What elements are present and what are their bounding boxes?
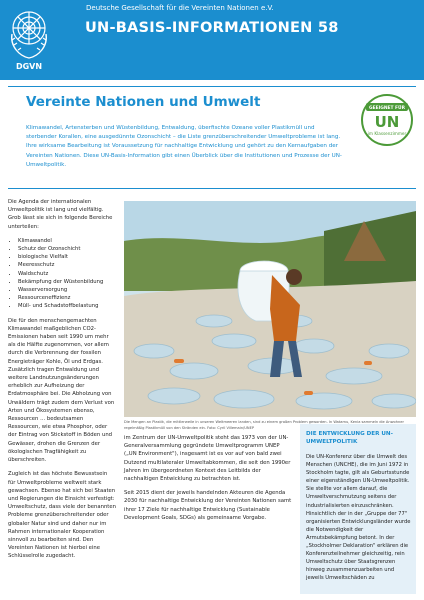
intro-divider bbox=[8, 188, 416, 189]
column-left bbox=[8, 198, 116, 567]
topic-item: • Wasserversorgung bbox=[18, 286, 116, 294]
badge-top-text: GEEIGNET FÜR bbox=[369, 106, 405, 111]
column-middle bbox=[124, 434, 292, 528]
intro-text: Klimawandel, Artensterben und Wüstenbildung, Entwaldung, überfischte Ozeane voller Plastikmüll und sterbender Korallen, eine ausgedünnte Ozonschicht – die Liste grenzüberschreitender Umweltprobleme ist lang. Ihre wirksame Bearbeitung ist Voraussetzung für nachhaltige Entwicklung und gehört zu den Kernaufgaben der Vereinten Nationen. Diese UN-Basis-Information gibt einen Überblick über die Institutionen und Prozesse der UN-Umweltpolitik. bbox=[26, 125, 342, 168]
column-left-paragraph-3: Zugleich ist das höchste Bewusstsein für Umweltprobleme weltweit stark gewachsen. Ebenso hat sich bei Staaten und Regierungen die Einsicht verfestigt: Umweltschutz, dass viele der benannten Probleme grenzüberschreitender oder globaler Natur sind und daher nur im Rahmen internationaler Kooperation sinnvoll zu bearbeiten sind. Den Vereinten Nationen ist hierbei eine Schlüsselrolle zugedacht. bbox=[8, 471, 116, 560]
infobox-title: DIE ENTWICKLUNG DER UN-UMWELTPOLITIK bbox=[306, 431, 393, 445]
infobox-text: Die UN-Konferenz über die Umwelt des Menschen (UNCHE), die im Juni 1972 in Stockholm tagte, gilt als Geburtsstunde einer eigenständigen UN-Umweltpolitik. Sie stellte vor allem darauf, die Umweltverschmutzung seitens der industrialisierten einzuschränken. Hinsichtlich der in der „Gruppe der 77" organisierten Entwicklungsländer wurde die Notwendigkeit der Armutsbekämpfung betont. In der „Stockholmer Deklaration" erklären die Konferenzteilnehmer gleichzeitig, rein Umweltschutz über Staatsgrenzen hinweg zusammenzuarbeiten und jeweils Umweltschäden zu bbox=[306, 454, 411, 582]
topic-item: • Müll- und Schadstoffbelastung bbox=[18, 302, 116, 310]
header-divider bbox=[8, 86, 416, 87]
topic-item: • Bekämpfung der Wüstenbildung bbox=[18, 278, 116, 286]
topic-item: • Meeresschutz bbox=[18, 261, 116, 269]
column-left-paragraph-1: Die Agenda der internationalen Umweltpolitik ist lang und vielfältig. Grob lässt sie sich in folgende Bereiche unterteilen: bbox=[8, 199, 113, 230]
logo-text: DGVN bbox=[15, 62, 43, 71]
beach-plastic-photo bbox=[124, 201, 416, 417]
dgvn-logo-icon bbox=[7, 6, 51, 72]
topic-item: • Ressourceneffizienz bbox=[18, 294, 116, 302]
development-infobox bbox=[300, 424, 416, 594]
column-middle-paragraph-2: Seit 2015 dient der jeweils handelnden Akteuren die Agenda 2030 für nachhaltige Entwicklung der Vereinten Nationen samt ihrer 17 Ziele für nachhaltige Entwicklung (Sustainable Development Goals, SDGs) als gemeinsame Vorgabe. bbox=[124, 490, 292, 521]
topic-item: • Klimawandel bbox=[18, 237, 116, 245]
topic-item: • Schutz der Ozonschicht bbox=[18, 245, 116, 253]
topic-item: • Waldschutz bbox=[18, 270, 116, 278]
column-middle-paragraph-1: im Zentrum der UN-Umweltpolitik steht das 1973 von der UN-Generalversammlung gegründete Umweltprogramm UNEP („UN Environment"), insgesamt ist es vor auf von bald zwei Dutzend multilateraler Umweltabkommen, die seit den 1990er Jahren im übergeordneten Kontext des Leitbilds der nachhaltigen Entwicklung zu betrachten ist. bbox=[124, 435, 291, 483]
article-intro bbox=[26, 124, 346, 170]
topic-item: • biologische Vielfalt bbox=[18, 253, 116, 261]
article-title: Vereinte Nationen und Umwelt bbox=[26, 94, 261, 110]
photo-caption: Die Mengen an Plastik, die mittlerweile in unseren Weltmeeren landen, sind zu einem großen Problem geworden. In Watamu, Kenia sammeln die Anwohner regelmäßig Plastikmüll von den Stränden ein. Foto: Cyril Villemain/UNEP bbox=[124, 420, 404, 430]
series-title: UN-BASIS-INFORMATIONEN 58 bbox=[85, 19, 339, 36]
badge-main-text: UN bbox=[374, 113, 400, 131]
organization-name: Deutsche Gesellschaft für die Vereinten Nationen e.V. bbox=[86, 4, 274, 12]
topic-list bbox=[8, 237, 116, 311]
header-banner bbox=[0, 0, 424, 80]
un-im-klassenzimmer-badge-icon bbox=[360, 93, 414, 147]
column-left-paragraph-2: Die für den menschengemachten Klimawandel maßgeblichen CO2-Emissionen haben seit 1990 um mehr als die Hälfte zugenommen, vor allem durch die Verbrennung der fossilen Energieträger Kohle, Öl und Erdgas. Zusätzlich tragen Entwaldung und weitere Landnutzungsänderungen erheblich zur Aufheizung der Erdatmosphäre bei. Die Abholzung von Urwäldern trägt zudem dem Verlust von Arten und Ökosystemen ebenso, Ressourcen ... bedeutsamen Ressourcen, wie etwa Phosphor, oder der Eintrag von Stickstoff in Böden und Gewässer, drohen die Grenzen der ökologischen Tragfähigkeit zu überschreiten. bbox=[8, 317, 115, 464]
badge-sub-text: im Klassenzimmer bbox=[367, 131, 407, 136]
